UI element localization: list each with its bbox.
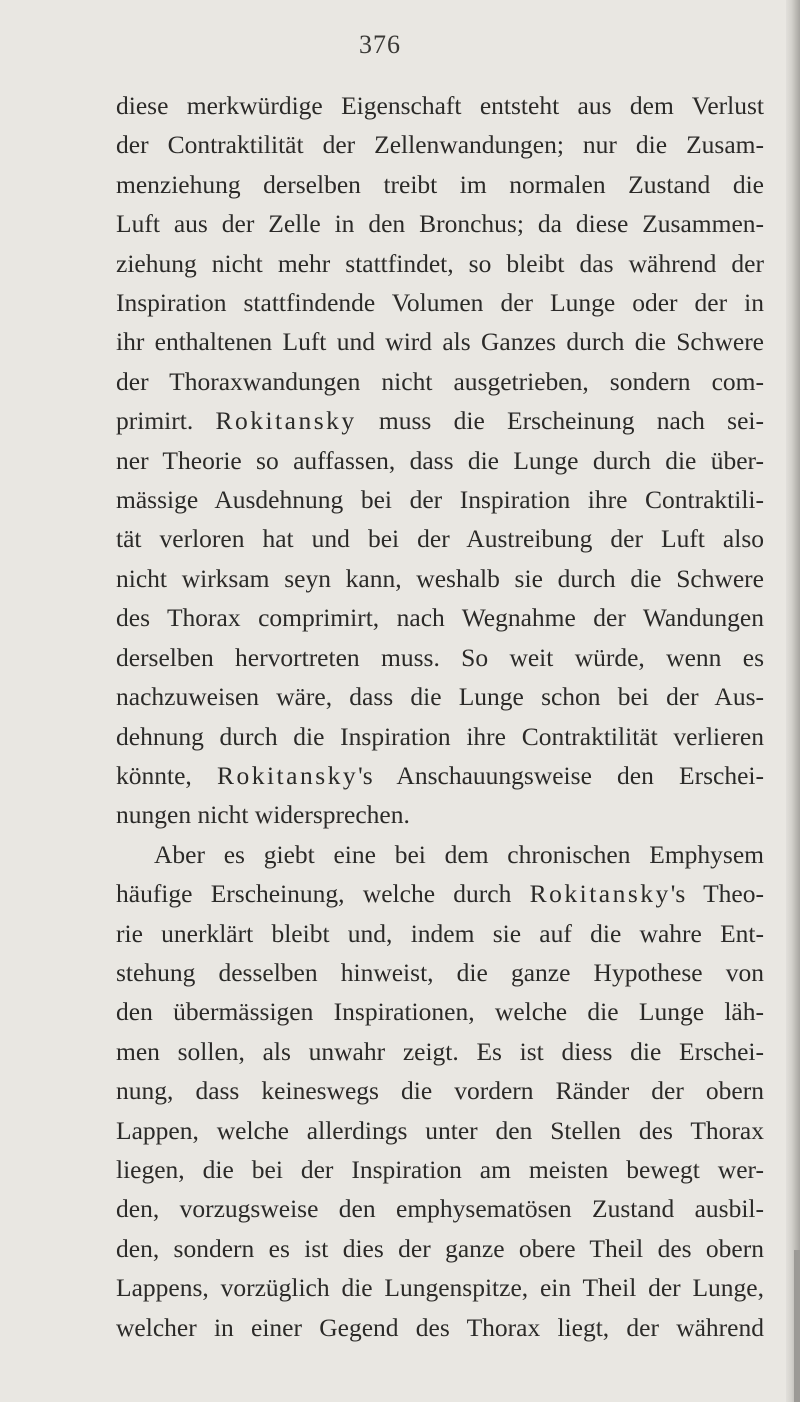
text-line — [116, 874, 764, 913]
text-fragment: primirt. — [116, 406, 216, 436]
text-line: Lappen, welche allerdings unter den Stellen des Thorax — [116, 1115, 764, 1145]
text-line: tät verloren hat und bei der Austreibung der Luft also — [116, 524, 764, 554]
text-line: Inspiration stattfindende Volumen der Lunge oder der in — [116, 288, 764, 318]
text-line: men sollen, als unwahr zeigt. Es ist diess die Erschei- — [116, 1036, 764, 1066]
text-fragment: muss die Erscheinung nach sei- — [356, 406, 764, 436]
text-line: den, vorzugsweise den emphysematösen Zustand ausbil- — [116, 1194, 764, 1224]
text-line: dehnung durch die Inspiration ihre Contraktilität verlieren — [116, 721, 764, 751]
text-line: nachzuweisen wäre, dass die Lunge schon bei der Aus- — [116, 682, 764, 712]
text-line: welcher in einer Gegend des Thorax liegt, der während — [116, 1312, 764, 1342]
text-line: rie unerklärt bleibt und, indem sie auf die wahre Ent- — [116, 918, 764, 948]
author-name: Rokitansky — [216, 760, 359, 790]
text-line: liegen, die bei der Inspiration am meisten bewegt wer- — [116, 1154, 764, 1184]
author-name: Rokitansky — [529, 879, 671, 909]
page-edge-shadow — [786, 0, 800, 1402]
text-line: des Thorax comprimirt, nach Wegnahme der Wandungen — [116, 603, 764, 633]
text-line: mässige Ausdehnung bei der Inspiration ihre Contraktili- — [116, 485, 764, 515]
text-line: der Thoraxwandungen nicht ausgetrieben, sondern com- — [116, 366, 764, 396]
text-fragment: häufige Erscheinung, welche durch — [116, 879, 530, 909]
text-line: ziehung nicht mehr stattfindet, so bleibt das während der — [116, 248, 764, 278]
text-line: nung, dass keineswegs die vordern Ränder der obern — [116, 1076, 764, 1106]
text-line — [116, 756, 764, 795]
text-line — [116, 401, 764, 440]
text-line: Luft aus der Zelle in den Bronchus; da diese Zusammen- — [116, 209, 764, 239]
text-line: ihr enthaltenen Luft und wird als Ganzes durch die Schwere — [116, 327, 764, 357]
page-edge-dark — [794, 1250, 800, 1402]
body-text — [116, 86, 764, 1347]
author-name: Rokitansky — [215, 406, 357, 436]
text-fragment: 's Theo- — [670, 879, 764, 909]
text-line: derselben hervortreten muss. So weit würde, wenn es — [116, 642, 764, 672]
text-line: den übermässigen Inspirationen, welche die Lunge läh- — [116, 997, 764, 1027]
text-fragment: 's Anschauungsweise den Erschei- — [358, 760, 765, 790]
text-line: nicht wirksam seyn kann, weshalb sie durch die Schwere — [116, 563, 764, 593]
paragraph-start-line: Aber es giebt eine bei dem chronischen Emphysem — [154, 839, 764, 869]
text-line: Lappens, vorzüglich die Lungenspitze, ein Theil der Lunge, — [116, 1273, 764, 1303]
page-number: 376 — [359, 30, 401, 59]
text-line: stehung desselben hinweist, die ganze Hypothese von — [116, 957, 764, 987]
paragraph-end-line: nungen nicht widersprechen. — [116, 800, 410, 830]
text-line: ner Theorie so auffassen, dass die Lunge durch die über- — [116, 445, 764, 475]
text-line: menziehung derselben treibt im normalen Zustand die — [116, 169, 764, 199]
text-line: diese merkwürdige Eigenschaft entsteht aus dem Verlust — [116, 91, 764, 120]
text-fragment: könnte, — [116, 760, 217, 790]
text-line: den, sondern es ist dies der ganze obere Theil des obern — [116, 1233, 764, 1263]
text-line: der Contraktilität der Zellenwandungen; nur die Zusam- — [116, 130, 764, 160]
